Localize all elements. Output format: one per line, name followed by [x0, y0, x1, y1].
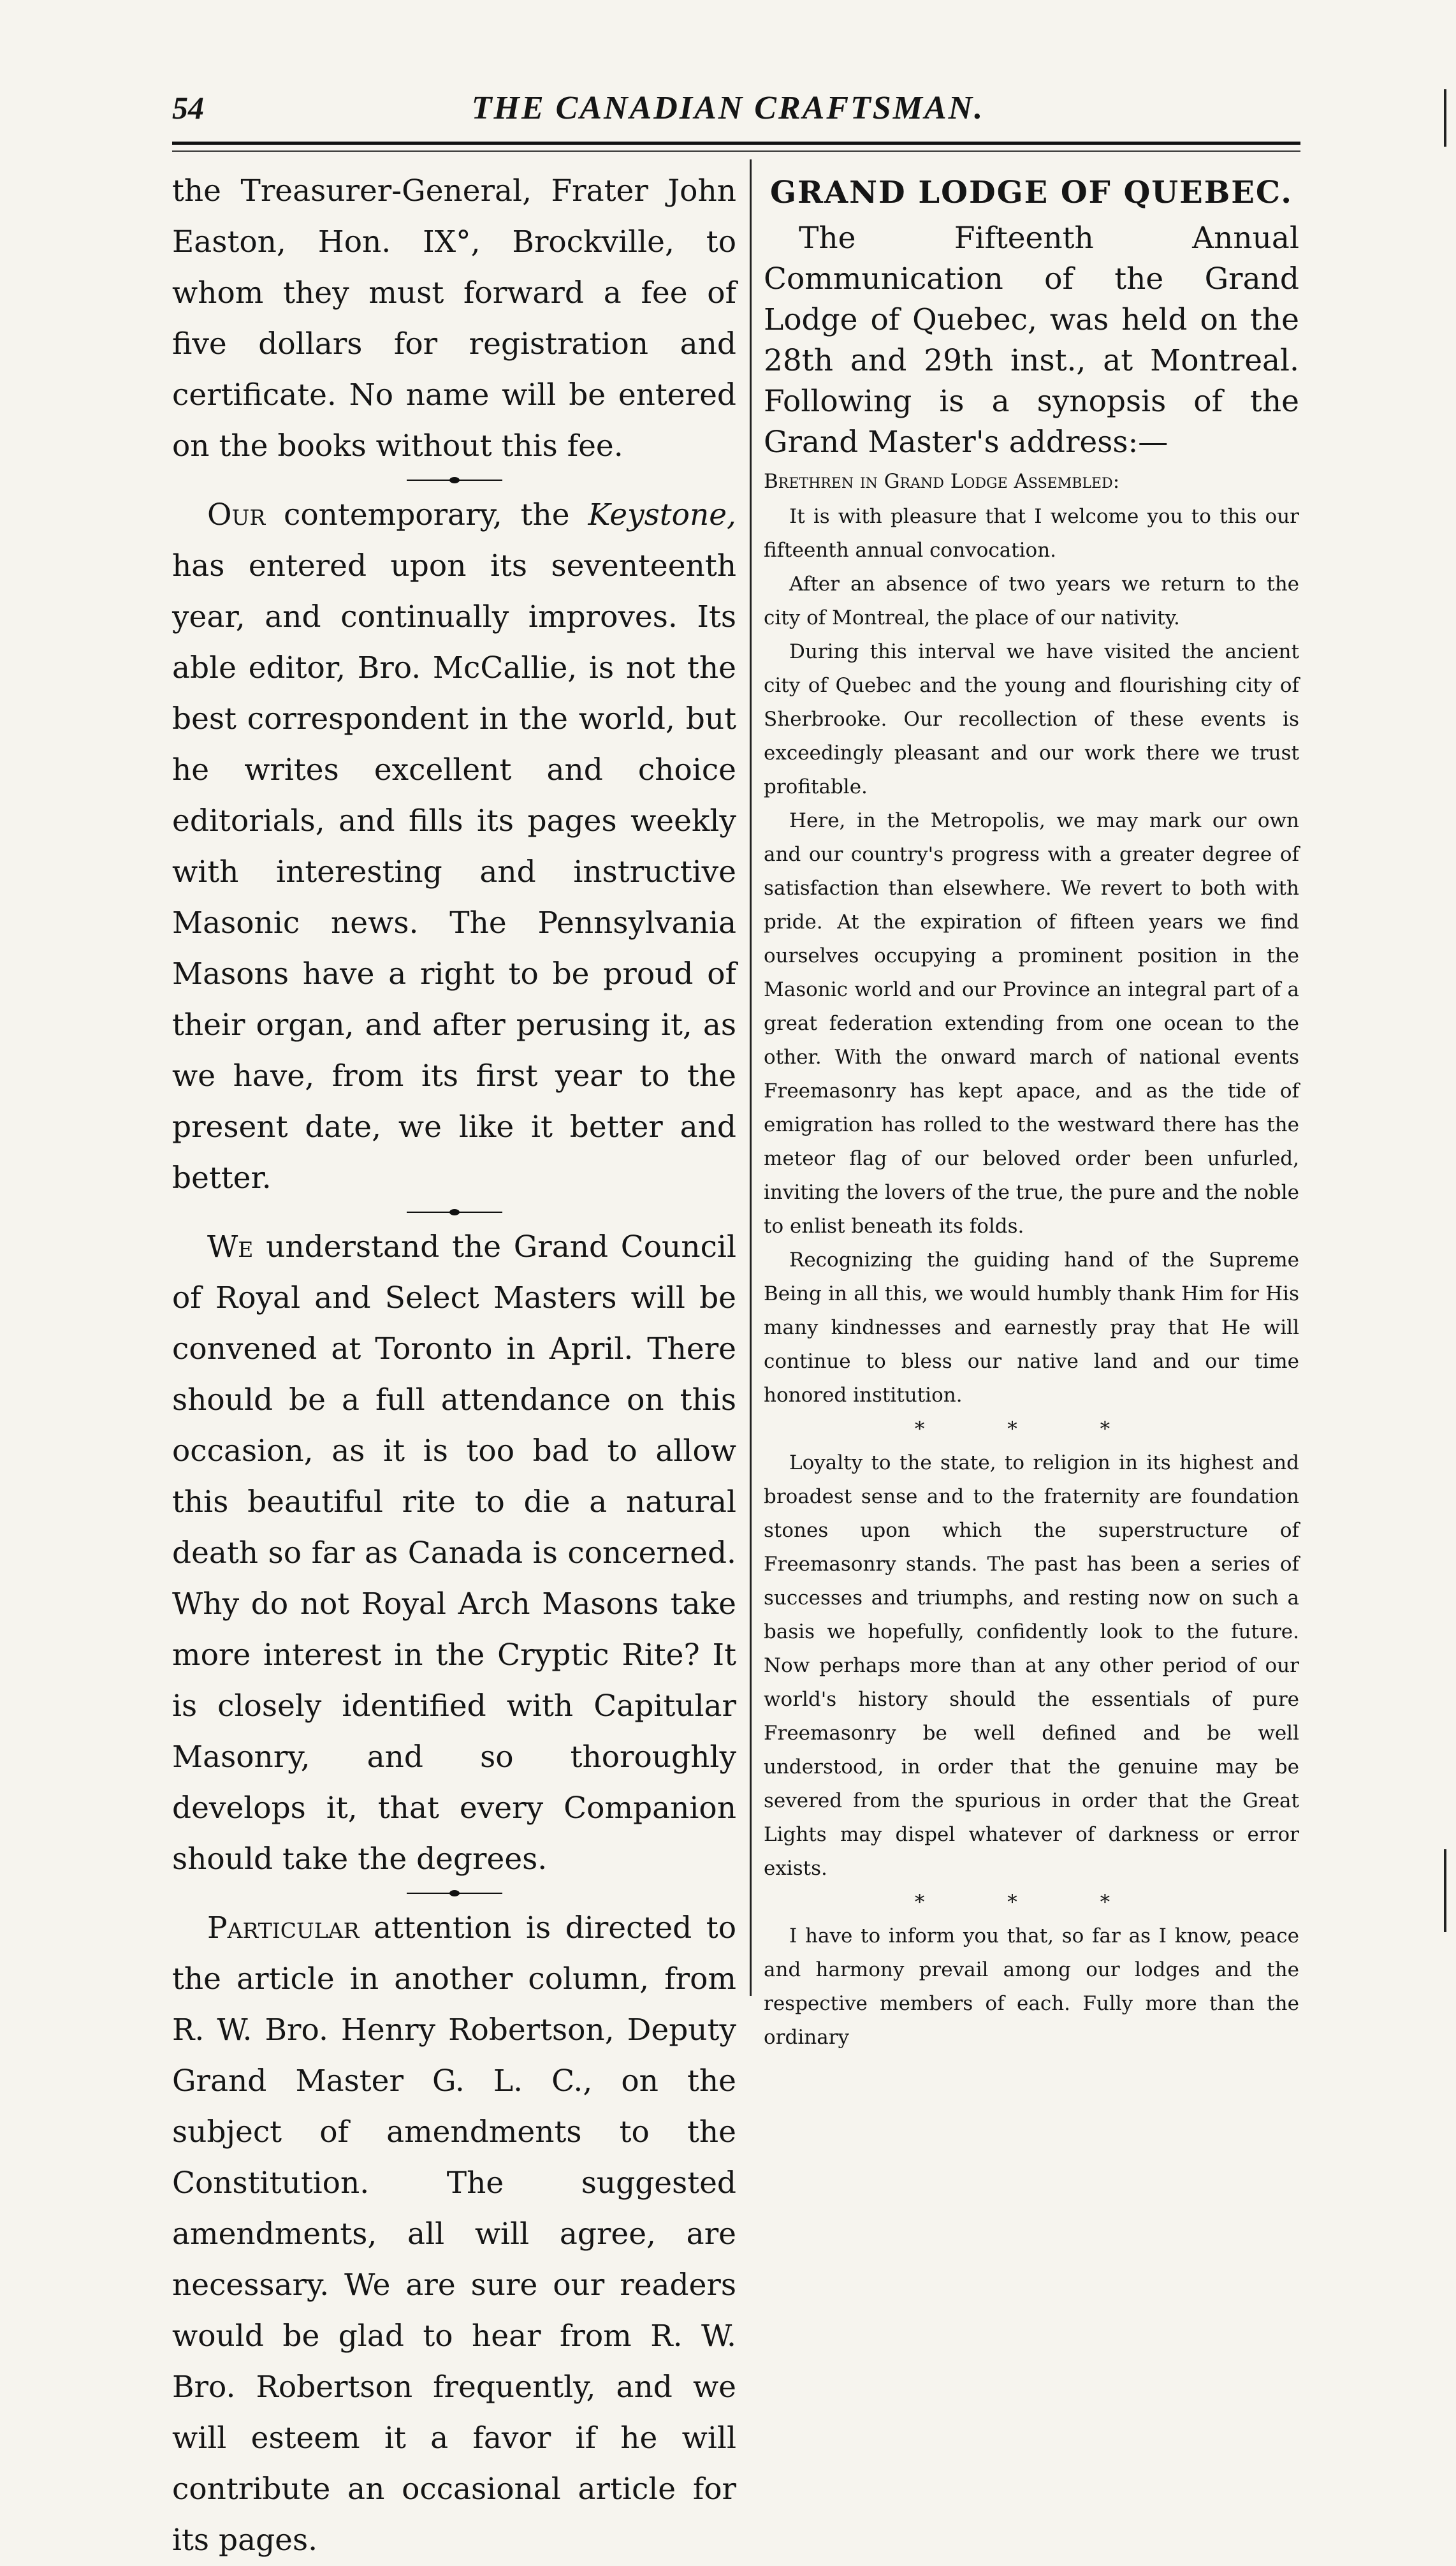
text-run: attention is directed to the article in another column, from R. W. Bro. Henry Robertson, Deputy Grand Master G. L. C., on the subject of amendments to the Constitution. The suggested amendments, all will agree, are necessary. We are sure our readers would be glad to hear from R. W. Bro. Robertson frequently, and we will esteem it a favor if he will contribute an occasional article for its pages. [172, 1910, 736, 2558]
address-paragraph: Loyalty to the state, to religion in its highest and broadest sense and to the fraternity are foundation stones upon which the superstructure of Freemasonry stands. The past has been a series of successes and triumphs, and resting now on such a basis we hopefully, confidently look to the future. Now perhaps more than at any other period of our world's history should the essentials of pure Freemasonry be well defined and be well understood, in order that the genuine may be severed from the spurious in order that the Great Lights may dispel whatever of darkness or error exists. [764, 1451, 1299, 1880]
address-paragraph: Here, in the Metropolis, we may mark our own and our country's progress with a greater degree of satisfaction than elsewhere. We revert to both with pride. At the expiration of fifteen years we find ourselves occupying a prominent position in the Masonic world and our Province an integral part of a great federation extending from one ocean to the other. With the onward march of national events Freemasonry has kept apace, and as the tide of emigration has rolled to the westward there has the meteor flag of our beloved order been unfurled, inviting the lovers of the true, the pure and the noble to enlist beneath its folds. [764, 809, 1299, 1238]
page-number: 54 [172, 90, 204, 126]
left-column [172, 166, 736, 2558]
paragraph-amendments [172, 1903, 736, 2566]
separator [172, 472, 736, 490]
paragraph-grand-council [172, 1222, 736, 1885]
text-run: contemporary, the [284, 497, 570, 532]
separator [172, 1204, 736, 1222]
page-header [0, 0, 1456, 159]
ellipsis-stars: * * * [914, 1891, 1149, 1914]
article-intro: The Fifteenth Annual Communication of the Grand Lodge of Quebec, was held on the 28th and 29th inst., at Montreal. Following is a synopsis of the Grand Master's address:— [764, 221, 1299, 460]
address-paragraph: It is with pleasure that I welcome you to this our fifteenth annual convocation. [764, 505, 1299, 562]
publication-title: Keystone, [588, 497, 736, 532]
paragraph-registration: the Treasurer-General, Frater John Easton, Hon. IX°, Brockville, to whom they must forward a fee of five dollars for registration and certificate. No name will be entered on the books without this fee. [172, 173, 736, 464]
lead-word: Particular [207, 1910, 360, 1946]
column-divider [750, 159, 752, 1996]
address-paragraph: Recognizing the guiding hand of the Supreme Being in all this, we would humbly thank Him for His many kindnesses and earnestly pray that He will continue to bless our native land and our time honored institution. [764, 1249, 1299, 1407]
page-edge-mark [1444, 1849, 1446, 1932]
paragraph-keystone [172, 490, 736, 1204]
text-run: has entered upon its seventeenth year, and continually improves. Its able editor, Bro. McCallie, is not the best correspondent in the world, but he writes excellent and choice editorials, and fills its pages weekly with interesting and instructive Masonic news. The Pennsylvania Masons have a right to be proud of their organ, and after perusing it, as we have, from its first year to the present date, we like it better and better. [172, 548, 736, 1196]
header-rule-thin [172, 150, 1300, 152]
lead-word: Our [207, 497, 266, 532]
running-title: THE CANADIAN CRAFTSMAN. [471, 90, 985, 126]
page-edge-mark [1444, 89, 1446, 147]
text-run: understand the Grand Council of Royal and Select Masters will be convened at Toronto in April. There should be a full attendance on this occasion, as it is too bad to allow this beautiful rite to die a natural death so far as Canada is concerned. Why do not Royal Arch Masons take more interest in the Cryptic Rite? It is closely identified with Capitular Masonry, and so thoroughly develops it, that every Companion should take the degrees. [172, 1229, 736, 1877]
salutation: Brethren in Grand Lodge Assembled: [764, 470, 1120, 493]
article-heading: GRAND LODGE OF QUEBEC. [770, 175, 1293, 210]
separator [172, 1885, 736, 1903]
address-body [764, 500, 1299, 2055]
address-closing: I have to inform you that, so far as I know, peace and harmony prevail among our lodges and the respective members of each. Fully more than the ordinary [764, 1924, 1299, 2049]
address-paragraph: After an absence of two years we return to the city of Montreal, the place of our nativity. [764, 573, 1299, 629]
ellipsis-stars: * * * [914, 1418, 1149, 1441]
right-column [764, 167, 1299, 2049]
address-paragraph: During this interval we have visited the ancient city of Quebec and the young and flourishing city of Sherbrooke. Our recollection of these events is exceedingly pleasant and our work there we trust profitable. [764, 640, 1299, 798]
lead-word: We [207, 1229, 254, 1265]
header-rule [172, 142, 1300, 145]
